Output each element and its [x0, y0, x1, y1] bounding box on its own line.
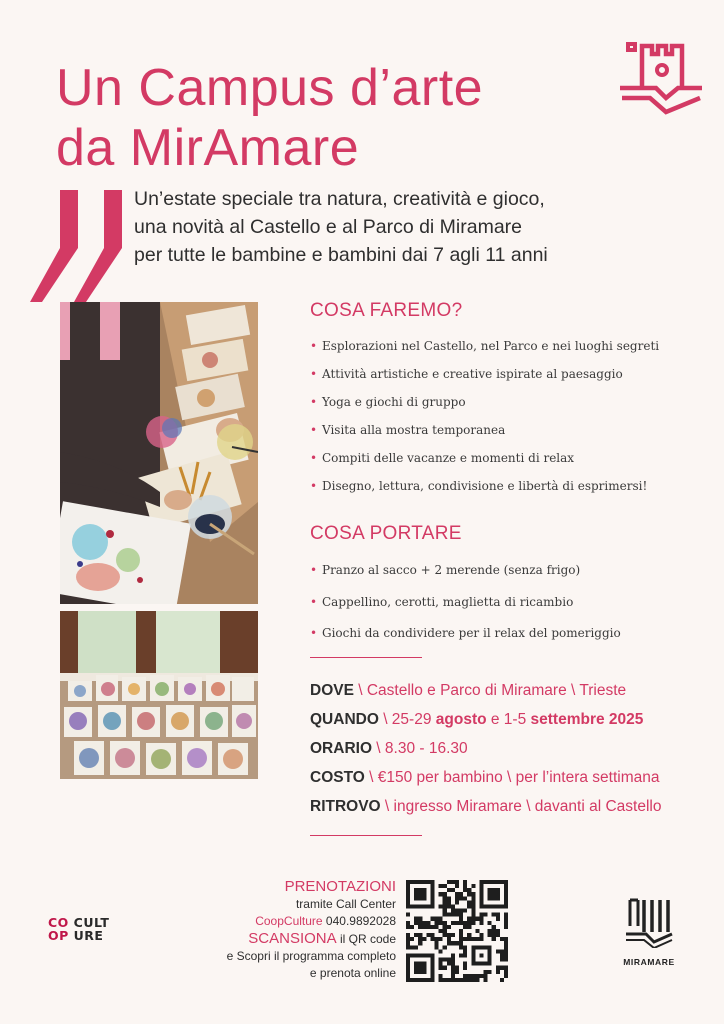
list-item: • Giochi da condividere per il relax del pomeriggio — [310, 625, 710, 657]
info-costo — [310, 766, 720, 795]
coopculture-logo — [48, 916, 120, 950]
cosa-faremo-list — [310, 338, 710, 506]
photo-children-painting — [60, 302, 258, 604]
info-value: \ ingresso Miramare \ davanti al Castello — [380, 798, 662, 815]
castle-icon — [620, 40, 702, 120]
logo-text: CULT — [73, 915, 110, 930]
list-item: • Attività artistiche e creative ispirate al paesaggio — [310, 366, 710, 394]
date-range-2: e 1-5 — [486, 711, 531, 728]
info-orario — [310, 737, 720, 766]
info-value: \ 8.30 - 16.30 — [372, 740, 468, 757]
logo-text: URE — [73, 928, 104, 943]
list-item: • Compiti delle vacanze e momenti di relax — [310, 450, 710, 478]
info-label: DOVE — [310, 682, 354, 699]
info-quando — [310, 708, 720, 737]
coopculture-link[interactable]: CoopCulture — [255, 914, 323, 928]
cosa-faremo-heading: COSA FAREMO? — [310, 300, 463, 321]
info-value — [379, 711, 644, 728]
logo-text: CO — [48, 915, 69, 930]
title-line-2: da MirAmare — [56, 119, 360, 177]
list-item: • Cappellino, cerotti, maglietta di ricambio — [310, 594, 710, 626]
list-item: • Visita alla mostra temporanea — [310, 422, 710, 450]
list-item: • Disegno, lettura, condivisione e libertà di esprimersi! — [310, 478, 710, 506]
miramare-logo — [618, 896, 680, 976]
photo-artworks-display — [60, 611, 258, 779]
miramare-logo-text: MIRAMARE — [623, 957, 675, 967]
divider — [310, 657, 422, 658]
phone-number[interactable]: 040.9892028 — [322, 914, 396, 928]
logo-text: OP — [48, 928, 69, 943]
date-range-1: \ 25-29 — [378, 711, 436, 728]
intro-line-2: una novità al Castello e al Parco di Miramare — [134, 216, 523, 238]
info-dove — [310, 679, 720, 708]
event-info — [310, 679, 720, 824]
quote-mark-icon — [30, 190, 130, 305]
booking-line-4: e Scopri il programma completo — [226, 949, 396, 963]
cosa-portare-list — [310, 562, 710, 657]
booking-line-1: tramite Call Center — [295, 897, 396, 911]
info-ritrovo — [310, 795, 720, 824]
list-item: • Pranzo al sacco + 2 merende (senza frigo) — [310, 562, 710, 594]
booking-heading: PRENOTAZIONI — [284, 878, 396, 895]
info-label: QUANDO — [310, 711, 379, 728]
month-agosto: agosto — [435, 711, 487, 728]
booking-phone-line — [190, 913, 396, 930]
info-label: COSTO — [310, 769, 365, 786]
divider — [310, 835, 422, 836]
booking-line-5: e prenota online — [309, 966, 396, 980]
scan-label: SCANSIONA — [248, 930, 337, 947]
booking-info — [190, 877, 396, 982]
info-value: \ Castello e Parco di Miramare \ Trieste — [353, 682, 627, 699]
list-item: • Esplorazioni nel Castello, nel Parco e nei luoghi segreti — [310, 338, 710, 366]
cosa-portare-heading: COSA PORTARE — [310, 523, 462, 544]
intro-text — [134, 185, 714, 269]
scan-rest: il QR code — [336, 932, 396, 946]
miramare-emblem-icon — [624, 896, 674, 948]
info-label: RITROVO — [310, 798, 381, 815]
info-value: \ €150 per bambino \ per l’intera settimana — [364, 769, 660, 786]
month-settembre: settembre 2025 — [530, 711, 644, 728]
page-title — [56, 58, 483, 178]
intro-line-3: per tutte le bambine e bambini dai 7 agli 11 anni — [134, 244, 548, 266]
booking-scan-line — [190, 930, 396, 948]
title-line-1: Un Campus d’arte — [56, 59, 484, 117]
info-label: ORARIO — [310, 740, 372, 757]
qr-code[interactable] — [406, 880, 508, 982]
intro-line-1: Un’estate speciale tra natura, creatività e gioco, — [134, 188, 545, 210]
list-item: • Yoga e giochi di gruppo — [310, 394, 710, 422]
